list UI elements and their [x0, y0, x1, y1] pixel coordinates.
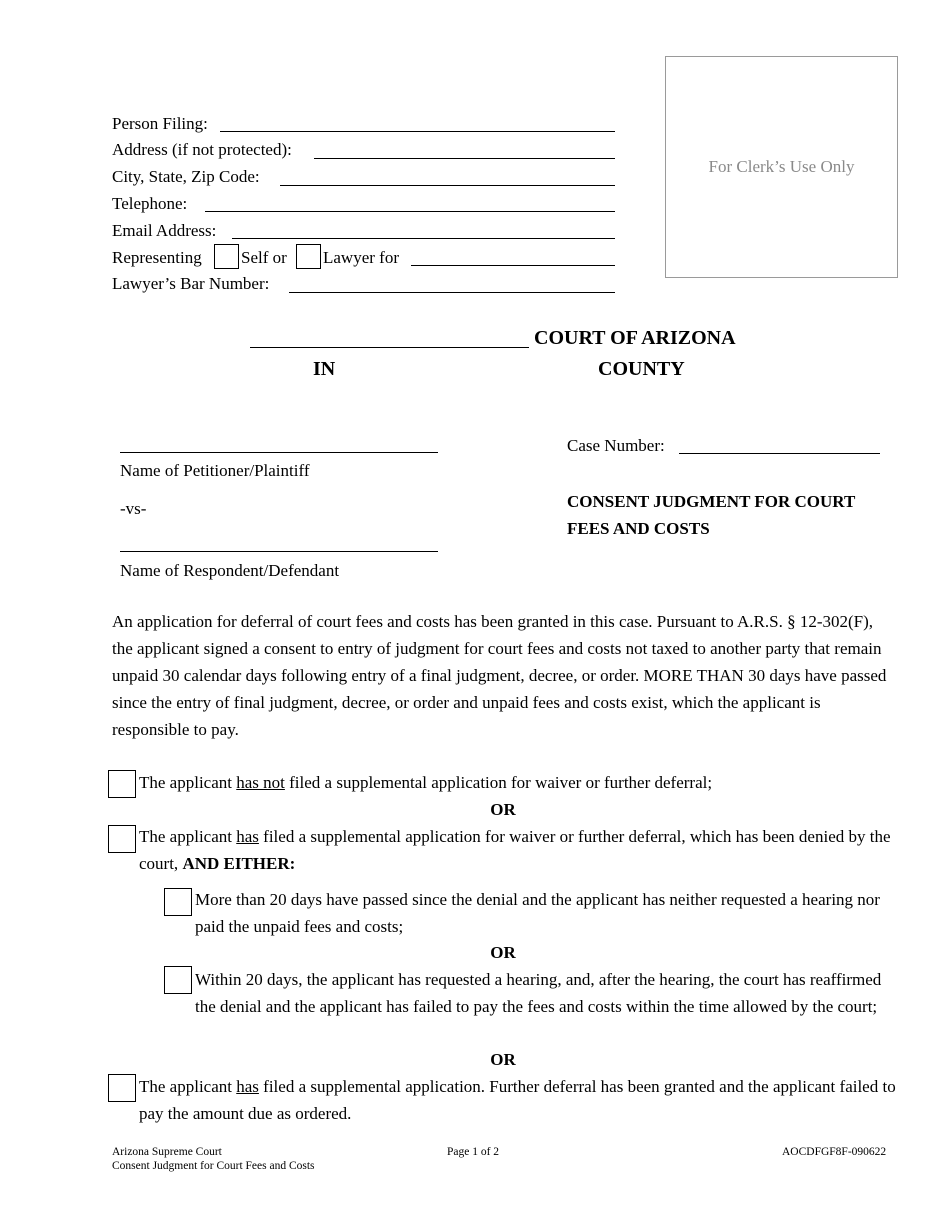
self-or-label: Self or — [241, 248, 287, 267]
case-number-field[interactable] — [679, 453, 880, 454]
address-label: Address (if not protected): — [112, 140, 292, 159]
county-heading: COUNTY — [598, 358, 685, 380]
form-title-line2: FEES AND COSTS — [567, 519, 710, 538]
address-field[interactable] — [314, 158, 615, 159]
court-of-arizona-heading: COURT OF ARIZONA — [534, 327, 736, 349]
footer-page-number: Page 1 of 2 — [447, 1146, 500, 1158]
intro-paragraph: An application for deferral of court fees and costs has been granted in this case. Pursuant to A.R.S. § 12-302(F), the applicant signed a consent to entry of judgment for court fees and costs not taxed to another party that remain unpaid 30 calendar days following entry of a final judgment, decree, or order. MORE THAN 30 days have passed since the entry of final judgment, decree, or order and unpaid fees and costs exist, which the applicant is responsible to pay. — [112, 612, 887, 739]
telephone-label: Telephone: — [112, 194, 188, 213]
lawyer-for-label: Lawyer for — [323, 248, 399, 267]
or-divider-2: OR — [490, 943, 516, 962]
footer-left — [112, 1145, 315, 1173]
city-state-zip-label: City, State, Zip Code: — [112, 167, 260, 186]
sub-option-20-days-passed-checkbox[interactable] — [164, 888, 192, 916]
respondent-field[interactable] — [120, 551, 438, 552]
city-state-zip-field[interactable] — [280, 185, 615, 186]
case-number-label: Case Number: — [567, 436, 665, 455]
email-field[interactable] — [232, 238, 615, 239]
option-has-not-filed-text: The applicant has not filed a supplemental application for waiver or further deferral; — [139, 773, 713, 792]
footer-doc-name: Consent Judgment for Court Fees and Costs — [112, 1160, 315, 1172]
respondent-label: Name of Respondent/Defendant — [120, 561, 340, 580]
person-filing-field[interactable] — [220, 131, 615, 132]
self-checkbox[interactable] — [214, 244, 239, 269]
person-filing-label: Person Filing: — [112, 114, 208, 133]
form-title — [567, 488, 855, 542]
option-further-deferral-granted-checkbox[interactable] — [108, 1074, 136, 1102]
footer-org: Arizona Supreme Court — [112, 1146, 222, 1158]
clerk-use-box — [665, 56, 898, 278]
form-title-line1: CONSENT JUDGMENT FOR COURT — [567, 492, 856, 511]
option-has-filed-denied-checkbox[interactable] — [108, 825, 136, 853]
or-divider-3: OR — [490, 1050, 516, 1069]
petitioner-label: Name of Petitioner/Plaintiff — [120, 461, 310, 480]
court-name-field[interactable] — [250, 347, 529, 348]
sub-option-hearing-requested-checkbox[interactable] — [164, 966, 192, 994]
petitioner-field[interactable] — [120, 452, 438, 453]
representing-label: Representing — [112, 248, 202, 267]
vs-label: -vs- — [120, 499, 147, 518]
bar-number-label: Lawyer’s Bar Number: — [112, 274, 270, 293]
telephone-field[interactable] — [205, 211, 615, 212]
clerk-use-label: For Clerk’s Use Only — [708, 157, 855, 176]
sub-option-hearing-requested-text: Within 20 days, the applicant has requested a hearing, and, after the hearing, the court has reaffirmed the denial and the applicant has failed to pay the fees and costs within the time allowed by the court; — [195, 970, 882, 1016]
footer-form-code: AOCDFGF8F-090622 — [782, 1146, 887, 1158]
or-divider-1: OR — [490, 800, 516, 819]
option-further-deferral-granted-text: The applicant has filed a supplemental application. Further deferral has been granted and the applicant failed to pay the amount due as ordered. — [139, 1077, 896, 1123]
option-has-filed-denied-text: The applicant has filed a supplemental application for waiver or further deferral, which has been denied by the court, AND EITHER: — [139, 827, 891, 873]
option-has-not-filed-checkbox[interactable] — [108, 770, 136, 798]
lawyer-checkbox[interactable] — [296, 244, 321, 269]
email-label: Email Address: — [112, 221, 217, 240]
lawyer-for-field[interactable] — [411, 265, 615, 266]
sub-option-20-days-passed-text: More than 20 days have passed since the denial and the applicant has neither requested a hearing nor paid the unpaid fees and costs; — [195, 890, 880, 936]
bar-number-field[interactable] — [289, 292, 615, 293]
in-heading: IN — [313, 358, 336, 380]
